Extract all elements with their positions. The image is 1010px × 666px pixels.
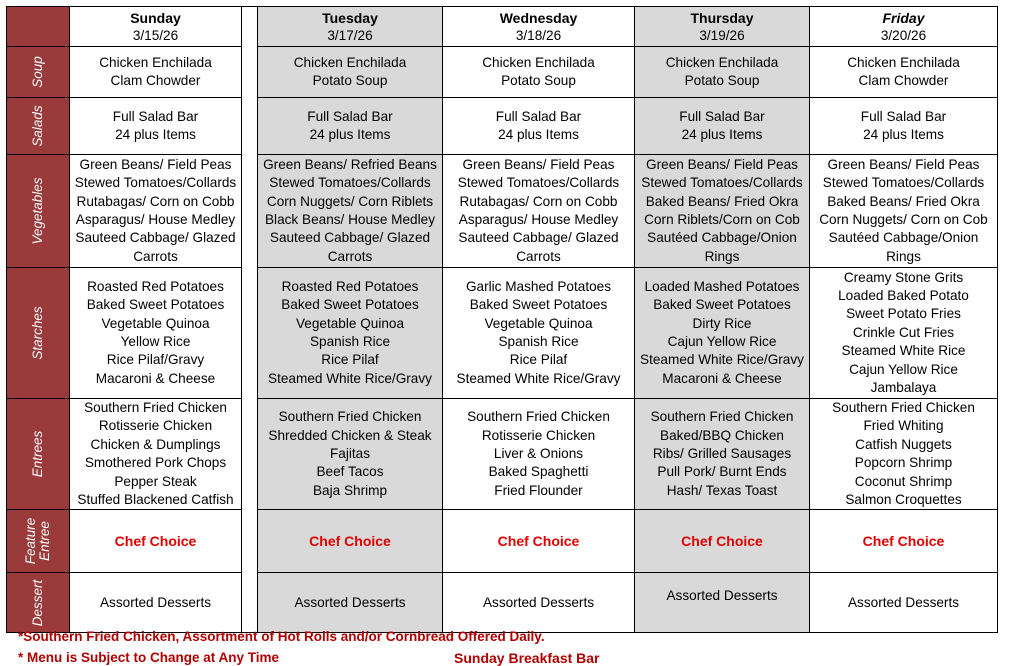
menu-item: Southern Fried Chicken (650, 409, 794, 425)
dessert-row (7, 573, 998, 633)
menu-item: Loaded Mashed Potatoes (644, 278, 800, 294)
menu-item: Stewed Tomatoes/Collards (822, 175, 985, 191)
menu-item: 24 plus Items (863, 127, 944, 142)
menu-cell (810, 47, 998, 98)
menu-item: Roasted Red Potatoes (87, 278, 224, 294)
menu-item: Yellow Rice (120, 334, 191, 349)
category-label: Entrees (30, 430, 45, 478)
menu-cell (810, 510, 998, 573)
menu-item: 24 plus Items (681, 127, 763, 142)
day-header-friday (810, 7, 998, 47)
menu-item: Chicken Enchilada (482, 54, 595, 70)
menu-cell (70, 268, 242, 399)
menu-item: Potato Soup (684, 73, 760, 88)
menu-item: Clam Chowder (110, 73, 201, 88)
chef-choice: Chef Choice (114, 533, 197, 550)
category-dessert (7, 573, 70, 633)
category-label: Starches (30, 306, 45, 360)
category-vegetables (7, 155, 70, 268)
menu-cell (258, 268, 443, 399)
menu-item: Spanish Rice (309, 334, 391, 349)
menu-item: Rings (704, 248, 740, 264)
menu-item: Assorted Desserts (294, 594, 406, 610)
footer-note-daily: *Southern Fried Chicken, Assortment of Hot Rolls and/or Cornbread Offered Daily. (18, 629, 545, 644)
menu-item: Rings (886, 248, 921, 264)
entrees-row (7, 399, 998, 510)
footer-note-subject-to-change: * Menu is Subject to Change at Any Time (18, 650, 280, 665)
menu-cell (443, 510, 635, 573)
menu-item: Rutabagas/ Corn on Cobb (459, 193, 618, 209)
menu-item: Baja Shrimp (312, 482, 388, 498)
soup-row (7, 47, 998, 98)
menu-cell (258, 399, 443, 510)
menu-item: 24 plus Items (309, 127, 391, 142)
menu-item: Green Beans/ Field Peas (827, 156, 980, 172)
menu-item: Baked Sweet Potatoes (86, 297, 225, 313)
category-label: Salads (30, 105, 45, 147)
menu-item: Green Beans/ Field Peas (79, 156, 232, 172)
menu-cell (635, 510, 810, 573)
menu-item: Baked Sweet Potatoes (281, 297, 419, 313)
menu-item: Southern Fried Chicken (84, 400, 227, 415)
menu-cell (443, 399, 635, 510)
category-label (24, 518, 52, 565)
day-name: Thursday (690, 9, 754, 26)
menu-cell (258, 98, 443, 155)
day-header-thursday (635, 7, 810, 47)
menu-item: Steamed White Rice/Gravy (456, 370, 621, 386)
category-label-line1: Feature (23, 518, 38, 565)
menu-item: Steamed White Rice (841, 343, 966, 359)
menu-item: Southern Fried Chicken (278, 409, 422, 425)
menu-item: Chicken Enchilada (847, 54, 960, 70)
category-salads (7, 98, 70, 155)
menu-item: Southern Fried Chicken (832, 400, 975, 415)
menu-item: Fajitas (329, 446, 371, 462)
menu-cell (810, 98, 998, 155)
menu-item: Stuffed Blackened Catfish (77, 492, 234, 508)
menu-item: Full Salad Bar (495, 108, 582, 124)
menu-item: Baked Sweet Potatoes (469, 297, 608, 313)
day-date: 3/19/26 (699, 27, 745, 43)
menu-item: Asparagus/ House Medley (75, 212, 236, 227)
menu-item: Pepper Steak (114, 473, 197, 489)
menu-item: Stewed Tomatoes/Collards (269, 175, 431, 191)
menu-item: Catfish Nuggets (855, 436, 952, 452)
menu-item: Stewed Tomatoes/Collards (74, 175, 237, 191)
menu-item: Crinkle Cut Fries (852, 324, 955, 340)
menu-item: Vegetable Quinoa (484, 315, 593, 331)
menu-item: Dirty Rice (692, 315, 752, 331)
menu-item: Cajun Yellow Rice (849, 361, 958, 377)
menu-cell (443, 155, 635, 268)
menu-item: Liver & Onions (493, 446, 584, 462)
day-date: 3/18/26 (515, 27, 562, 43)
menu-item: Sautéed Cabbage/Onion (828, 230, 979, 246)
menu-item: Rotisserie Chicken (481, 427, 596, 443)
menu-item: Pull Pork/ Burnt Ends (657, 464, 787, 480)
starches-row (7, 268, 998, 399)
menu-item: Chicken Enchilada (99, 54, 212, 70)
day-header-sunday (70, 7, 242, 47)
menu-item: Full Salad Bar (307, 108, 393, 124)
menu-item: Corn Nuggets/ Corn Riblets (266, 193, 434, 209)
menu-cell (635, 573, 810, 633)
menu-cell (810, 268, 998, 399)
menu-item: Roasted Red Potatoes (281, 278, 419, 294)
menu-item: Chicken Enchilada (665, 54, 779, 70)
vegetables-row (7, 155, 998, 268)
menu-item: Shredded Chicken & Steak (268, 427, 432, 443)
menu-item: Black Beans/ House Medley (264, 212, 435, 227)
header-row (7, 7, 998, 47)
menu-item: Rice Pilaf (321, 352, 379, 368)
day-date: 3/20/26 (880, 27, 927, 43)
menu-item: Cajun Yellow Rice (667, 334, 777, 349)
menu-cell (810, 573, 998, 633)
menu-cell (70, 399, 242, 510)
menu-item: Vegetable Quinoa (295, 315, 405, 331)
day-header-tuesday (258, 7, 443, 47)
day-name: Tuesday (322, 9, 378, 26)
category-soup (7, 47, 70, 98)
menu-cell (70, 510, 242, 573)
menu-item: Steamed White Rice/Gravy (268, 370, 432, 386)
menu-cell (635, 47, 810, 98)
day-date: 3/17/26 (327, 27, 373, 43)
menu-item: Creamy Stone Grits (843, 269, 964, 285)
menu-cell (810, 399, 998, 510)
day-name: Wednesday (499, 9, 578, 26)
menu-item: Full Salad Bar (679, 108, 765, 124)
menu-item: Steamed White Rice/Gravy (640, 352, 804, 368)
menu-item: Green Beans/ Field Peas (646, 156, 798, 172)
menu-item: Popcorn Shrimp (854, 455, 953, 471)
menu-cell (70, 47, 242, 98)
menu-item: Asparagus/ House Medley (458, 212, 619, 227)
menu-item: Baked Sweet Potatoes (653, 297, 791, 313)
menu-item: Beef Tacos (316, 464, 384, 480)
menu-item: Rotisserie Chicken (98, 418, 213, 434)
menu-item: Potato Soup (312, 73, 388, 88)
menu-cell (635, 399, 810, 510)
menu-item: Sauteed Cabbage/ Glazed (458, 230, 619, 246)
menu-item: Assorted Desserts (847, 594, 960, 610)
menu-item: Green Beans/ Field Peas (462, 156, 615, 172)
chef-choice: Chef Choice (862, 533, 945, 550)
menu-item: Loaded Baked Potato (838, 287, 969, 303)
menu-cell (70, 155, 242, 268)
menu-cell (635, 268, 810, 399)
day-header-wednesday (443, 7, 635, 47)
menu-cell (258, 155, 443, 268)
menu-item: Carrots (133, 248, 178, 264)
category-entrees (7, 399, 70, 510)
menu-item: Southern Fried Chicken (467, 409, 610, 425)
menu-item: Rice Pilaf/Gravy (106, 352, 205, 368)
menu-item: Chicken & Dumplings (90, 436, 221, 452)
menu-cell (443, 573, 635, 633)
menu-cell (443, 47, 635, 98)
menu-item: Sweet Potato Fries (846, 306, 961, 322)
menu-item: Baked Spaghetti (488, 464, 589, 480)
menu-item: Spanish Rice (498, 334, 579, 349)
menu-item: Baked/BBQ Chicken (660, 427, 784, 443)
menu-item: Corn Nuggets/ Corn on Cob (819, 212, 988, 227)
menu-item: Carrots (516, 248, 561, 264)
menu-item: Potato Soup (501, 73, 576, 88)
chef-choice: Chef Choice (681, 533, 763, 550)
menu-item: Full Salad Bar (112, 108, 199, 124)
menu-item: Assorted Desserts (99, 594, 212, 610)
menu-item: Rutabagas/ Corn on Cobb (76, 193, 235, 209)
menu-cell (635, 155, 810, 268)
menu-item: Macaroni & Cheese (95, 370, 216, 386)
menu-item: Sautéed Cabbage/Onion (647, 230, 797, 246)
gap-column (242, 7, 258, 633)
category-starches (7, 268, 70, 399)
menu-item: Carrots (327, 248, 373, 264)
menu-cell (70, 573, 242, 633)
chef-choice: Chef Choice (497, 533, 580, 550)
menu-item: Fried Whiting (863, 418, 944, 434)
chef-choice: Chef Choice (309, 533, 391, 550)
menu-item: 24 plus Items (498, 127, 579, 142)
menu-item: Smothered Pork Chops (84, 455, 227, 471)
menu-table (6, 6, 998, 633)
menu-item: Garlic Mashed Potatoes (465, 278, 612, 294)
menu-item: Assorted Desserts (666, 588, 778, 604)
category-label: Dessert (30, 579, 45, 627)
menu-item: Salmon Croquettes (845, 492, 962, 508)
menu-item: Sauteed Cabbage/ Glazed (269, 230, 431, 246)
category-label: Soup (30, 56, 45, 88)
menu-item: Ribs/ Grilled Sausages (652, 446, 792, 462)
menu-cell (635, 98, 810, 155)
day-name: Sunday (130, 9, 181, 26)
menu-item: Chicken Enchilada (293, 54, 407, 70)
menu-cell (258, 510, 443, 573)
menu-item: Baked Beans/ Fried Okra (827, 193, 980, 209)
category-label: Vegetables (30, 177, 45, 245)
menu-item: Jambalaya (870, 380, 937, 396)
day-name: Friday (882, 9, 925, 26)
menu-item: 24 plus Items (115, 127, 196, 142)
menu-cell (810, 155, 998, 268)
menu-item: Clam Chowder (858, 73, 949, 88)
menu-item: Fried Flounder (494, 482, 583, 498)
menu-cell (258, 573, 443, 633)
salads-row (7, 98, 998, 155)
menu-cell (70, 98, 242, 155)
menu-item: Baked Beans/ Fried Okra (645, 193, 799, 209)
menu-item: Rice Pilaf (509, 352, 568, 368)
menu-item: Corn Riblets/Corn on Cob (644, 212, 800, 227)
corner-cell (7, 7, 70, 47)
menu-item: Green Beans/ Refried Beans (263, 156, 437, 172)
menu-item: Sauteed Cabbage/ Glazed (75, 230, 236, 246)
category-label-line2: Entree (37, 521, 52, 562)
menu-item: Stewed Tomatoes/Collards (641, 175, 803, 191)
menu-item: Macaroni & Cheese (662, 370, 782, 386)
day-date: 3/15/26 (132, 27, 179, 43)
category-feature-entree (7, 510, 70, 573)
menu-cell (258, 47, 443, 98)
footer-sunday-breakfast-bar: Sunday Breakfast Bar (454, 650, 600, 666)
menu-item: Vegetable Quinoa (101, 315, 210, 331)
menu-cell (443, 268, 635, 399)
menu-item: Full Salad Bar (860, 108, 947, 124)
menu-cell (443, 98, 635, 155)
menu-item: Hash/ Texas Toast (666, 482, 778, 498)
menu-item: Stewed Tomatoes/Collards (457, 175, 620, 191)
feature-row (7, 510, 998, 573)
menu-item: Coconut Shrimp (854, 473, 953, 489)
menu-item: Assorted Desserts (482, 594, 595, 610)
